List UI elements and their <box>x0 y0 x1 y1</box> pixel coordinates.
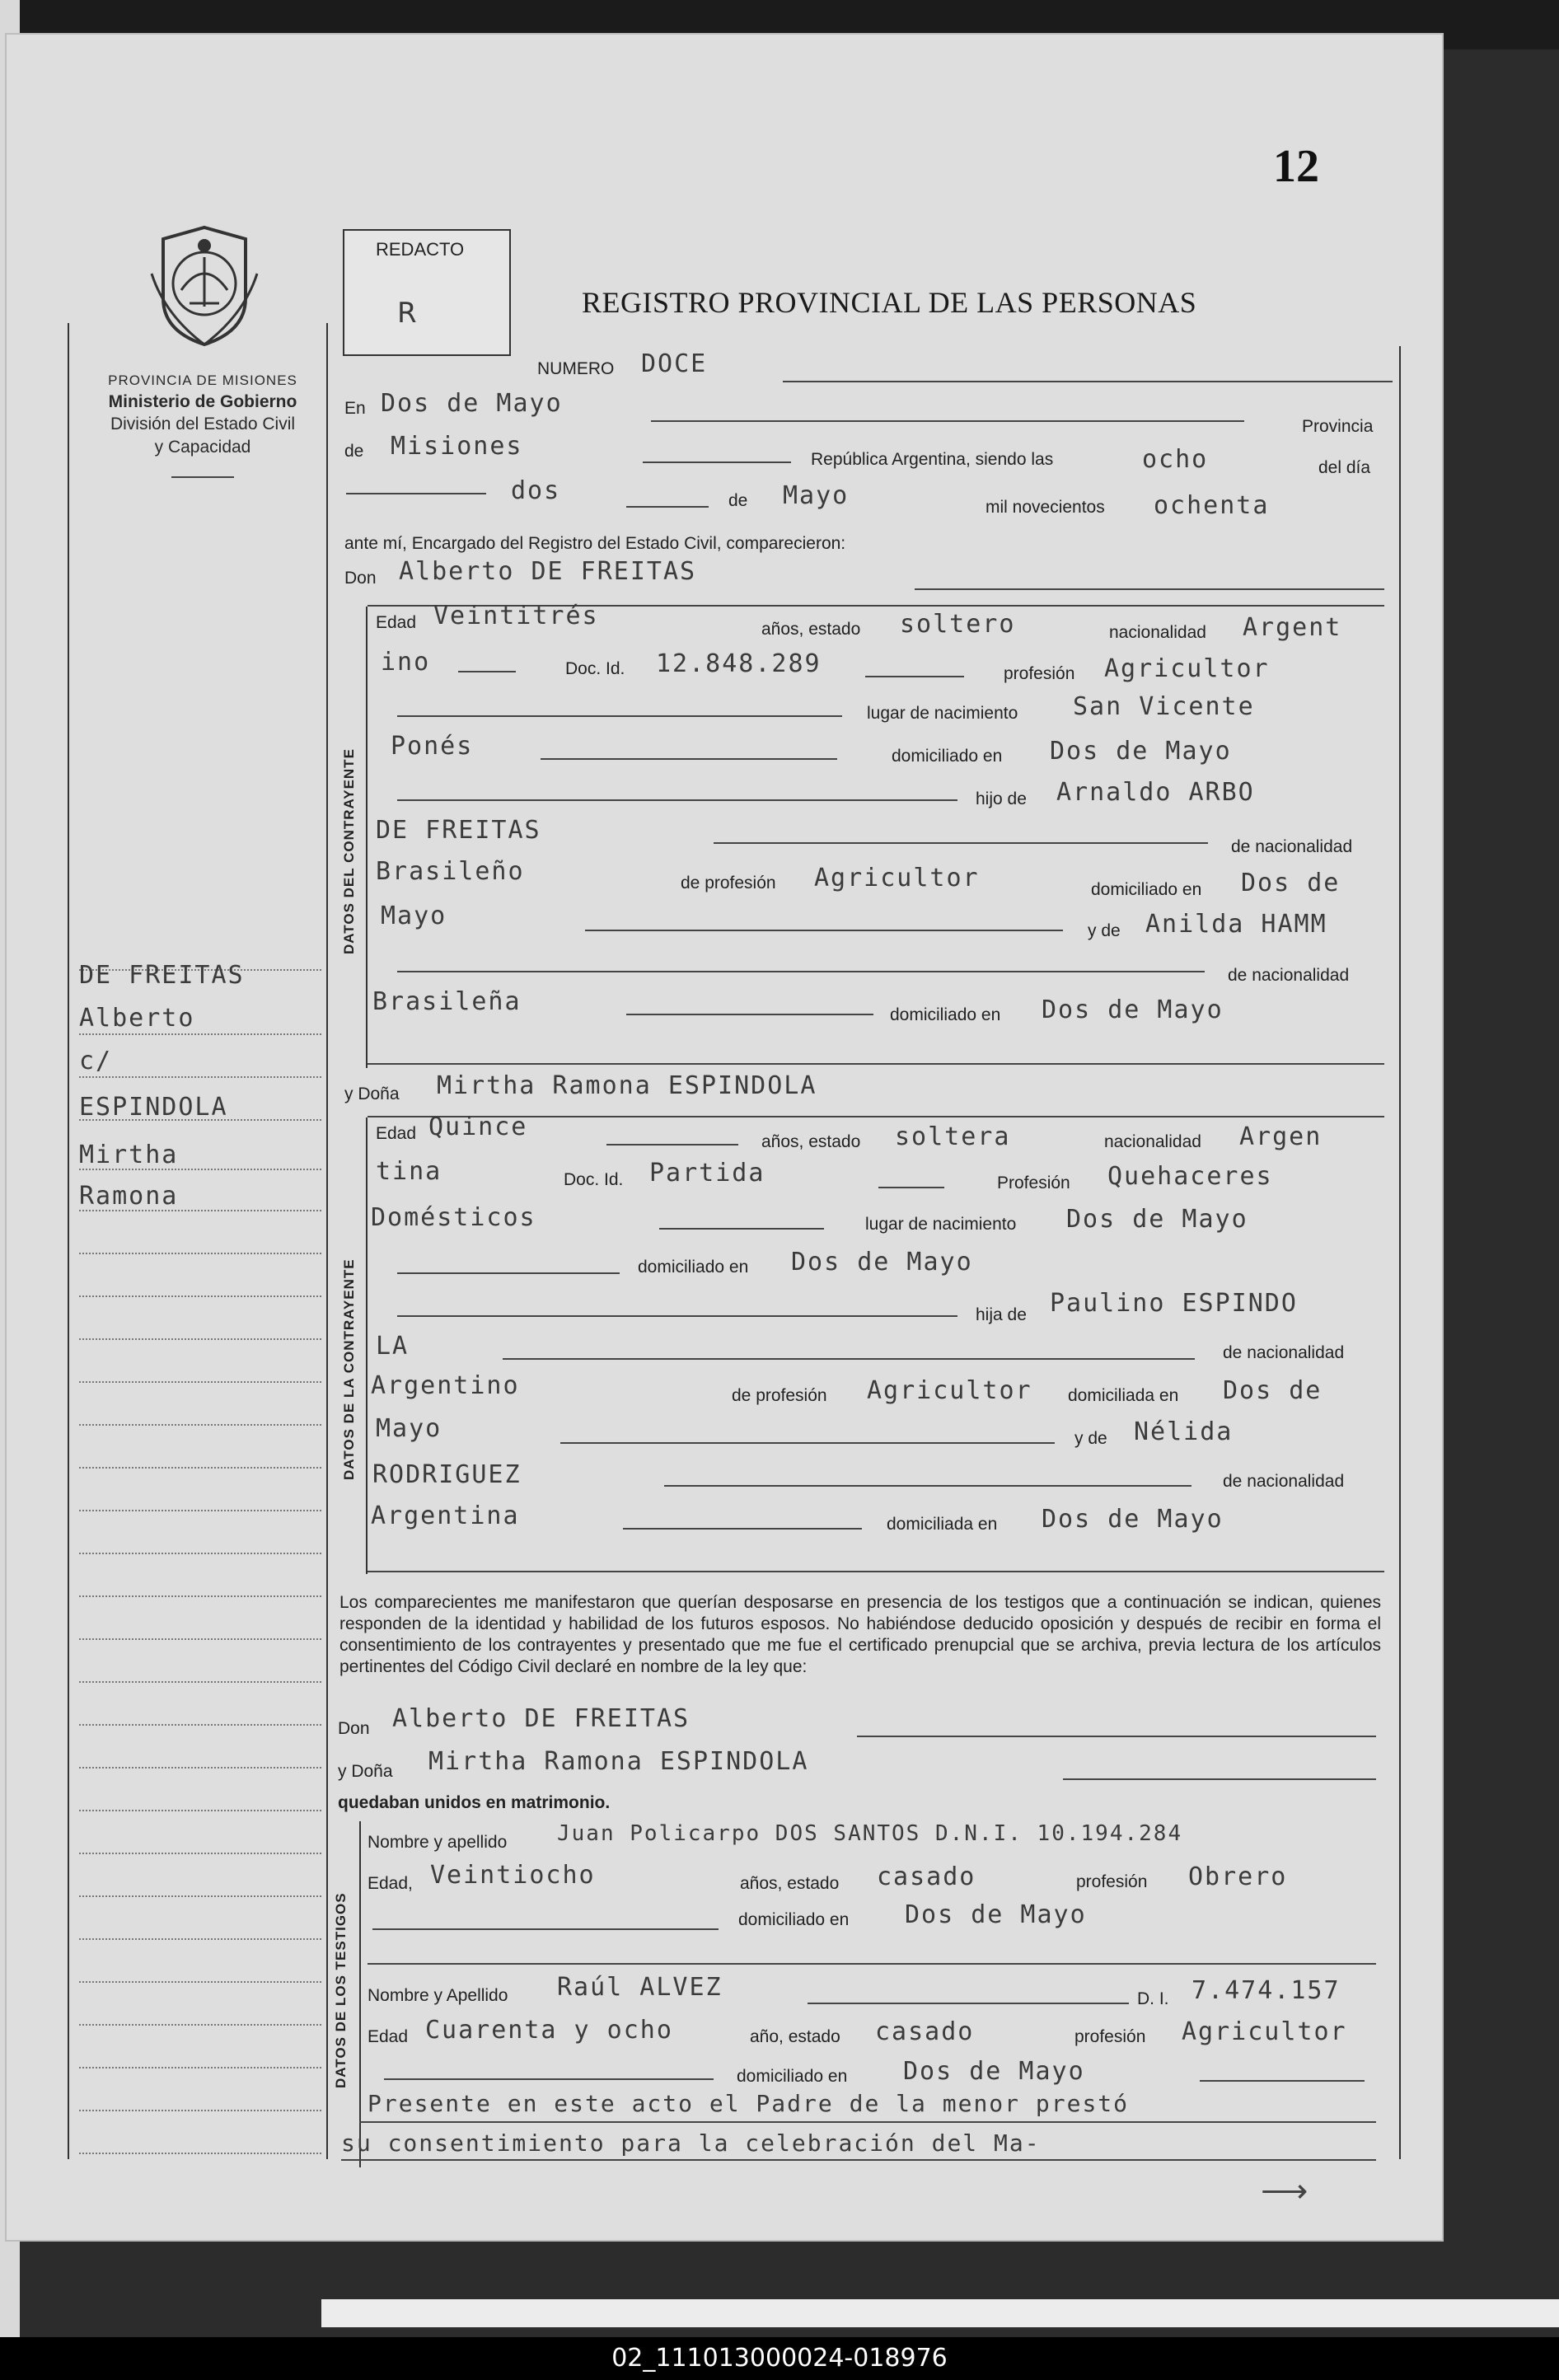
testigos-bracket <box>359 1821 361 2167</box>
margin-rule-14 <box>79 1595 321 1597</box>
dia-line <box>626 506 709 508</box>
contrayenta-profesion-label: Profesión <box>997 1174 1070 1192</box>
de-profesion-label: de profesión <box>681 874 776 892</box>
margin-rule-23 <box>79 1981 321 1983</box>
contrayenta-lugar-label: lugar de nacimiento <box>865 1215 1017 1234</box>
doc-value: 12.848.289 <box>656 649 822 678</box>
contrayenta-doc-line <box>878 1187 944 1188</box>
t1-domicilio: Dos de Mayo <box>905 1900 1087 1929</box>
contrayenta-padre-1: Paulino ESPINDO <box>1050 1289 1298 1318</box>
margin-rule-24 <box>79 2024 321 2026</box>
union-don-label: Don <box>338 1719 370 1738</box>
margin-border-right <box>326 323 328 2159</box>
contrayenta-madre-nacionalidad-label: de nacionalidad <box>1223 1472 1345 1491</box>
del-dia-label: del día <box>1318 458 1371 477</box>
margin-note-con: c/ <box>79 1047 113 1075</box>
domiciliado-label: domiciliado en <box>892 747 1003 766</box>
margin-rule-20 <box>79 1853 321 1854</box>
contrayenta-edad: Quince <box>428 1113 528 1141</box>
edad-value: Veintitrés <box>433 602 599 630</box>
union-don-line <box>857 1736 1376 1737</box>
t2-di-label: D. I. <box>1137 1989 1169 2008</box>
de-nacionalidad-label: de nacionalidad <box>1231 837 1353 856</box>
madre-value: Anilda HAMM <box>1145 910 1327 939</box>
division-name: División del Estado Civil <box>110 415 296 433</box>
padre-line <box>714 842 1208 844</box>
contrayenta-doc-label: Doc. Id. <box>564 1170 624 1189</box>
mil-label: mil novecientos <box>985 498 1105 517</box>
contrayenta-madre-nacionalidad-line <box>623 1528 862 1530</box>
contrayente-name: Alberto DE FREITAS <box>399 557 697 586</box>
t2-estado-label: año, estado <box>750 2027 840 2046</box>
contrayenta-edad-label: Edad <box>376 1124 417 1143</box>
contrayenta-padre-domicilio-line <box>560 1442 1055 1444</box>
contrayenta-madre-nacionalidad: Argentina <box>371 1502 520 1530</box>
madre-nacionalidad-label: de nacionalidad <box>1228 966 1350 985</box>
nacionalidad-label: nacionalidad <box>1109 623 1206 642</box>
lugar-value-2: Ponés <box>391 732 474 761</box>
madre-nacionalidad: Brasileña <box>372 987 522 1016</box>
numero-value: DOCE <box>641 349 708 378</box>
de-line <box>643 461 791 463</box>
contrayenta-estado: soltera <box>895 1122 1011 1151</box>
contrayenta-y-de-label: y de <box>1074 1429 1107 1448</box>
doc-label: Doc. Id. <box>565 659 625 678</box>
margin-rule-2 <box>79 1076 321 1078</box>
nota-rule-2 <box>341 2159 1376 2161</box>
testigo-divider <box>368 1963 1376 1965</box>
t2-profesion-label: profesión <box>1074 2027 1146 2046</box>
document-title: REGISTRO PROVINCIAL DE LAS PERSONAS <box>582 286 1197 319</box>
contrayenta-bottom-rule <box>368 1571 1384 1572</box>
padre-value-1: Arnaldo ARBO <box>1056 778 1255 807</box>
dia-value: dos <box>511 476 561 505</box>
t1-edad-label: Edad, <box>368 1874 413 1893</box>
mes-value: Mayo <box>783 481 850 510</box>
padre-domiciliado-label: domiciliado en <box>1091 880 1202 899</box>
union-dona-line <box>1063 1778 1376 1780</box>
t1-nombre-label: Nombre y apellido <box>368 1833 508 1852</box>
page-bottom-edge <box>321 2299 1559 2327</box>
t2-di: 7.474.157 <box>1191 1976 1341 2005</box>
provincia-label: Provincia <box>1302 417 1374 436</box>
madre-line <box>397 971 1205 972</box>
contrayenta-madre-domicilio: Dos de Mayo <box>1042 1505 1224 1534</box>
doc-line <box>865 676 964 677</box>
en-line <box>651 420 1244 422</box>
t2-domiciliado-label: domiciliado en <box>737 2067 848 2086</box>
hija-line <box>397 1315 957 1317</box>
hija-label: hija de <box>976 1305 1027 1324</box>
quedaban-label: quedaban unidos en matrimonio. <box>338 1793 611 1812</box>
header-divider <box>171 476 234 478</box>
de-label: de <box>344 442 364 461</box>
contrayenta-name: Mirtha Ramona ESPINDOLA <box>437 1071 817 1100</box>
margin-rule-17 <box>79 1724 321 1726</box>
testigos-section-label: DATOS DE LOS TESTIGOS <box>333 1892 349 2088</box>
t1-edad: Veintiocho <box>430 1861 596 1890</box>
contrayenta-profesion-line <box>659 1228 824 1230</box>
contrayente-bottom-rule <box>368 1063 1384 1065</box>
contrayenta-madre-domiciliada-label: domiciliada en <box>887 1515 998 1534</box>
contrayenta-padre-nacionalidad: Argentino <box>371 1371 520 1400</box>
contrayenta-edad-line <box>606 1144 738 1145</box>
contrayenta-doc: Partida <box>649 1159 765 1188</box>
numero-label: NUMERO <box>537 359 615 378</box>
en-value: Dos de Mayo <box>381 389 563 418</box>
nota-line-2: su consentimiento para la celebración del Ma- <box>341 2129 1041 2157</box>
margin-note-surname: DE FREITAS <box>79 961 245 990</box>
margin-note-name-2: Mirtha <box>79 1141 179 1169</box>
t2-nombre: Raúl ALVEZ <box>557 1973 723 2002</box>
t1-profesion-label: profesión <box>1076 1872 1148 1891</box>
contrayenta-domicilio: Dos de Mayo <box>791 1248 973 1277</box>
profesion-label: profesión <box>1004 664 1075 683</box>
redacto-value: R <box>397 297 417 330</box>
dona-label: y Doña <box>344 1085 400 1103</box>
t2-domicilio-line-2 <box>1200 2080 1365 2082</box>
margin-rule-19 <box>79 1810 321 1811</box>
t2-nombre-line <box>808 2003 1129 2004</box>
nota-rule-1 <box>359 2121 1376 2123</box>
margin-rule-22 <box>79 1938 321 1940</box>
t1-estado-label: años, estado <box>740 1874 840 1893</box>
contrayenta-nacionalidad-2: tina <box>376 1157 442 1186</box>
margin-note-name-3: Ramona <box>79 1182 179 1211</box>
contrayenta-lugar: Dos de Mayo <box>1066 1205 1248 1234</box>
contrayenta-domiciliado-label: domiciliado en <box>638 1258 749 1277</box>
t2-domicilio-line <box>384 2078 714 2080</box>
de-value: Misiones <box>391 432 523 461</box>
padre-domicilio-1: Dos de <box>1241 869 1341 897</box>
hijo-label: hijo de <box>976 789 1027 808</box>
contrayenta-madre-1: Nélida <box>1134 1417 1234 1446</box>
lugar-value-1: San Vicente <box>1073 692 1255 721</box>
declaration-paragraph: Los comparecientes me manifestaron que querían desposarse en presencia de los testigos que a continuación se indican, quienes responden de la identidad y habilidad de los futuros esposos. No habiéndose deducido oposición y después de recibir en forma el consentimiento de los contrayentes y presentado que me fue el certificado prenupcial que se archiva, previa lectura de los artículos pertinentes del Código Civil declaré en nombre de la ley que: <box>339 1593 1381 1676</box>
anio-value: ochenta <box>1154 491 1270 520</box>
margin-rule-10 <box>79 1424 321 1426</box>
image-id-footer: 02_111013000024-018976 <box>0 2337 1559 2380</box>
contrayenta-madre-2: RODRIGUEZ <box>372 1460 522 1489</box>
madre-domicilio: Dos de Mayo <box>1042 996 1224 1024</box>
madre-domiciliado-label: domiciliado en <box>890 1005 1001 1024</box>
lugar-label: lugar de nacimiento <box>867 704 1018 723</box>
contrayente-bracket <box>366 607 368 1068</box>
margin-rule-13 <box>79 1553 321 1554</box>
profesion-value: Agricultor <box>1104 654 1270 683</box>
y-de-label: y de <box>1088 921 1121 940</box>
contrayenta-padre-domicilio-2: Mayo <box>376 1414 442 1443</box>
contrayenta-profesion-1: Quehaceres <box>1107 1162 1273 1191</box>
hijo-line <box>397 799 957 801</box>
margin-rule-16 <box>79 1681 321 1683</box>
union-don: Alberto DE FREITAS <box>392 1704 691 1733</box>
don-label: Don <box>344 569 377 588</box>
contrayenta-de-nacionalidad-label: de nacionalidad <box>1223 1343 1345 1362</box>
t2-estado: casado <box>875 2017 975 2046</box>
nacionalidad-value-2: ino <box>381 648 431 677</box>
contrayente-section-label: DATOS DEL CONTRAYENTE <box>341 748 357 954</box>
t2-edad: Cuarenta y ocho <box>425 2016 673 2045</box>
t2-profesion: Agricultor <box>1182 2017 1347 2046</box>
union-dona: Mirtha Ramona ESPINDOLA <box>428 1747 809 1776</box>
t1-profesion: Obrero <box>1188 1862 1288 1891</box>
margin-rule-15 <box>79 1638 321 1640</box>
redacto-box <box>343 229 511 356</box>
margin-border-left <box>68 323 69 2159</box>
t2-domicilio: Dos de Mayo <box>903 2057 1085 2086</box>
don-line <box>915 588 1384 590</box>
contrayenta-padre-profesion: Agricultor <box>867 1376 1032 1405</box>
margin-note-surname-2: ESPINDOLA <box>79 1093 228 1122</box>
hora-value: ocho <box>1142 445 1209 474</box>
margin-note-name: Alberto <box>79 1004 195 1033</box>
document-page <box>5 33 1444 2242</box>
contrayenta-de-profesion-label: de profesión <box>732 1386 827 1405</box>
margin-rule-11 <box>79 1467 321 1469</box>
margin-rule-1 <box>79 1033 321 1035</box>
margin-rule-25 <box>79 2067 321 2068</box>
contrayenta-padre-domicilio-1: Dos de <box>1223 1376 1323 1405</box>
t2-nombre-label: Nombre y Apellido <box>368 1986 508 2005</box>
contrayenta-profesion-2: Domésticos <box>371 1203 536 1232</box>
margin-rule-12 <box>79 1510 321 1511</box>
ministry-header <box>73 372 333 478</box>
republica-label: República Argentina, siendo las <box>811 450 1054 469</box>
ino-line <box>458 671 516 672</box>
margin-rule-27 <box>79 2153 321 2154</box>
contrayenta-nacionalidad-1: Argen <box>1239 1122 1323 1151</box>
contrayenta-domicilio-line <box>397 1272 620 1274</box>
margin-rule-7 <box>79 1295 321 1297</box>
province-name: PROVINCIA DE MISIONES <box>108 372 297 388</box>
padre-domicilio-line <box>585 930 1063 931</box>
t1-estado: casado <box>877 1862 976 1891</box>
division-name-2: y Capacidad <box>154 438 251 457</box>
contrayenta-nacionalidad-label: nacionalidad <box>1104 1132 1201 1151</box>
margin-rule-6 <box>79 1253 321 1254</box>
t1-domiciliado-label: domiciliado en <box>738 1910 850 1929</box>
page-number: 12 <box>1273 141 1319 192</box>
estado-value: soltero <box>900 610 1016 639</box>
lugar-line-2 <box>541 758 837 760</box>
ante-label: ante mí, Encargado del Registro del Estado Civil, comparecieron: <box>344 534 846 553</box>
domicilio-value: Dos de Mayo <box>1050 737 1232 766</box>
contrayenta-domiciliada-label: domiciliada en <box>1068 1386 1179 1405</box>
mes-label: de <box>728 491 748 510</box>
contrayenta-section-label: DATOS DE LA CONTRAYENTE <box>341 1258 357 1480</box>
provincial-seal-icon <box>148 224 260 348</box>
contrayenta-padre-2: LA <box>376 1332 410 1361</box>
nota-line-1: Presente en este acto el Padre de la menor prestó <box>368 2090 1130 2117</box>
edad-label: Edad <box>376 613 417 632</box>
t2-edad-label: Edad <box>368 2027 409 2046</box>
margin-rule-21 <box>79 1895 321 1897</box>
numero-line <box>783 381 1393 382</box>
t1-domicilio-line <box>372 1928 719 1930</box>
form-border-right <box>1399 346 1401 2159</box>
nacionalidad-value-1: Argent <box>1243 613 1342 642</box>
t1-nombre: Juan Policarpo DOS SANTOS D.N.I. 10.194.284 <box>557 1821 1183 1846</box>
margin-rule-26 <box>79 2110 321 2111</box>
contrayenta-madre-line <box>664 1485 1191 1487</box>
ministry-name: Ministerio de Gobierno <box>108 392 297 411</box>
estado-label: años, estado <box>761 620 861 639</box>
padre-profesion: Agricultor <box>814 864 980 892</box>
padre-value-2: DE FREITAS <box>376 816 541 845</box>
lugar-line-1 <box>397 715 842 717</box>
union-dona-label: y Doña <box>338 1762 393 1781</box>
contrayenta-estado-label: años, estado <box>761 1132 861 1151</box>
madre-nacionalidad-line <box>626 1014 873 1015</box>
redacto-label: REDACTO <box>376 239 465 260</box>
continue-arrow-icon: ⟶ <box>1261 2173 1309 2209</box>
padre-nacionalidad: Brasileño <box>376 857 525 886</box>
margin-rule-8 <box>79 1338 321 1340</box>
en-label: En <box>344 399 366 418</box>
dia-strike <box>346 493 486 494</box>
margin-rule-9 <box>79 1381 321 1383</box>
padre-domicilio-2: Mayo <box>381 902 447 930</box>
contrayenta-padre-line <box>503 1358 1195 1360</box>
contrayenta-bracket <box>366 1117 368 1574</box>
margin-rule-18 <box>79 1767 321 1769</box>
